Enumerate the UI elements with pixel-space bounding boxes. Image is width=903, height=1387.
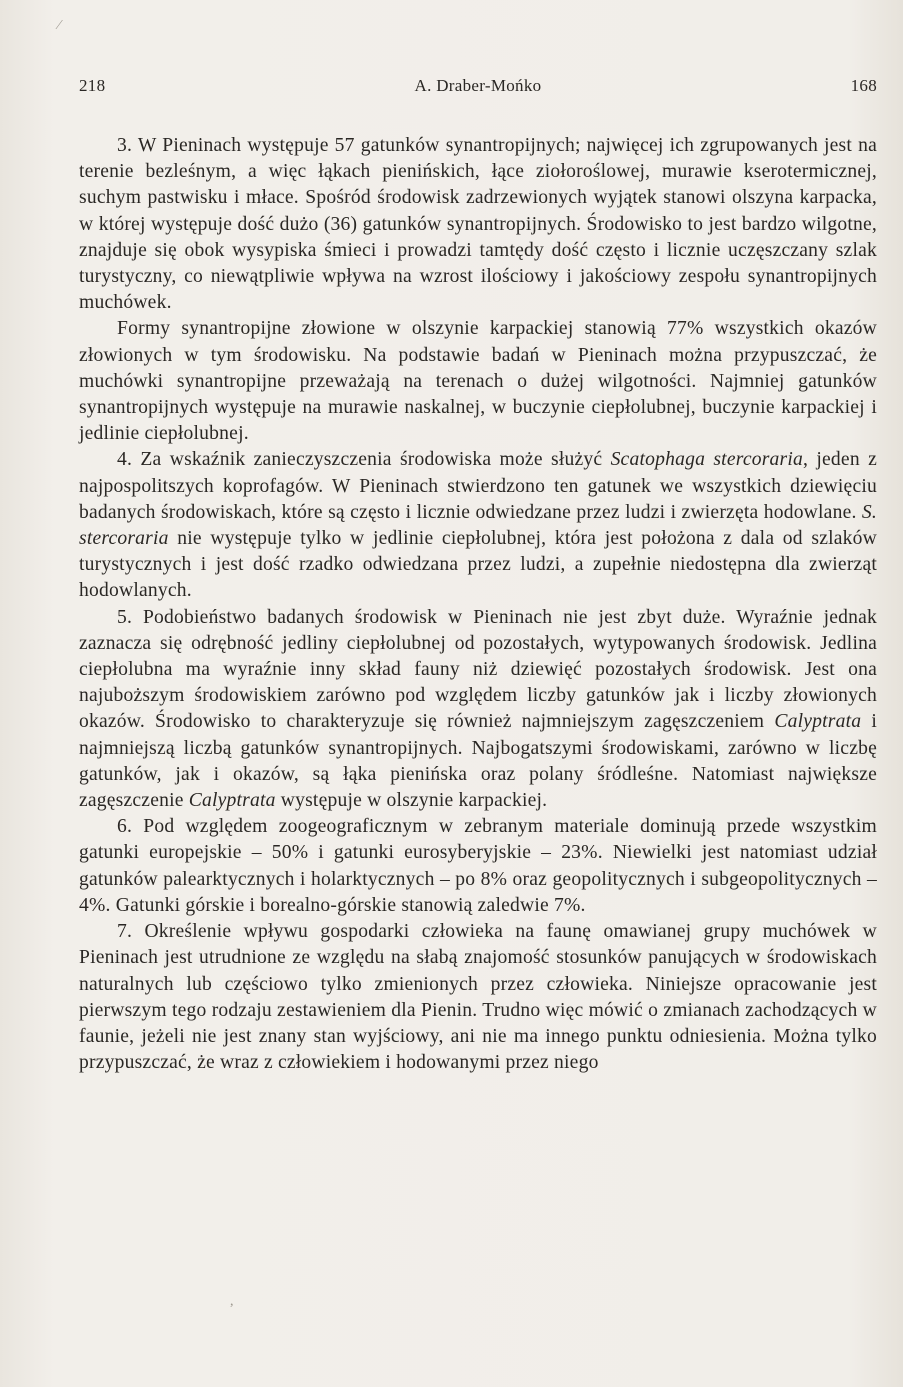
running-author: A. Draber-Mońko [414,76,542,95]
text-run: 6. Pod względem zoogeograficznym w zebranym materiale dominują przede wszystkim gatunki europejskie – 50% i gatunki eurosyberyjskie – 23%. Niewielki jest natomiast udział gatunków palearktycznych i holarktycznych – po 8% oraz geopolitycznych i subgeopolitycznych – 4%. Gatunki górskie i borealno-górskie stanowią zaledwie 7%. [79,816,877,916]
text-run: 4. Za wskaźnik zanieczyszczenia środowiska może służyć [117,449,611,471]
paragraph-p7 [79,919,877,1076]
body-text [79,133,877,1076]
species-name: Calyptrata [188,790,276,812]
text-run: 5. Podobieństwo badanych środowisk w Pieninach nie jest zbyt duże. Wyraźnie jednak zaznacza się odrębność jedliny ciepłolubnej od pozostałych, wytypowanych środowisk. Jedlina ciepłolubna ma wyraźnie inny skład fauny niż dziewięć pozostałych środowisk. Jest ona najuboższym środowiskiem zarówno pod względem liczby gatunków jak i liczby złowionych okazów. Środowisko to charakteryzuje się również najmniejszym zagęszczeniem [79,606,877,733]
scan-mark: , [230,1294,234,1309]
paragraph-p6 [79,814,877,919]
text-run: , jeden z najpospolitszych koprofagów. W Pieninach stwierdzono ten gatunek we wszystkich dziewięciu badanych środowiskach, które są często i licznie odwiedzane przez ludzi i zwierzęta hodowlane. [79,449,878,523]
text-run: nie występuje tylko w jedlinie ciepłolubnej, która jest położona z dala od szlaków turystycznych i jest dość rzadko odwiedzana przez ludzi, a zupełnie niedostępna dla zwierząt hodowlanych. [79,528,877,602]
running-header [79,76,877,100]
species-name: Calyptrata [774,711,862,733]
species-name: Scatophaga stercoraria [610,449,804,471]
paragraph-p3b [79,316,877,447]
paragraph-p4 [79,447,877,604]
paragraph-p3 [79,133,877,316]
text-run: Formy synantropijne złowione w olszynie karpackiej stanowią 77% wszystkich okazów złowionych w tym środowisku. Na podstawie badań w Pieninach można przypuszczać, że muchówki synantropijne przeważają na terenach o dużej wilgotności. Najmniej gatunków synantropijnych występuje na murawie naskalnej, w buczynie ciepłolubnej, buczynie karpackiej i jedlinie ciepłolubnej. [79,318,877,445]
text-run: i najmniejszą liczbą gatunków synantropijnych. Najbogatszymi środowiskami, zarówno w liczbę gatunków, jak i okazów, są łąka pienińska oraz polany śródleśne. Natomiast największe zagęszczenie [79,711,877,812]
text-run: 3. W Pieninach występuje 57 gatunków synantropijnych; najwięcej ich zgrupowanych jest na terenie bezleśnym, a więc łąkach pienińskich, łące ziołoroślowej, murawie kserotermicznej, suchym pastwisku i młace. Spośród środowisk zadrzewionych wyjątek stanowi olszyna karpacka, w której występuje dość dużo (36) gatunków synantropijnych. Środowisko to jest bardzo wilgotne, znajduje się obok wysypiska śmieci i prowadzi tamtędy dość często i licznie uczęszczany szlak turystyczny, co niewątpliwie wpływa na wzrost ilościowy i jakościowy zespołu synantropijnych muchówek. [79,135,877,314]
page-number-left: 218 [79,76,106,95]
species-name: S. stercoraria [79,501,877,550]
scan-mark: ⁄ [58,18,61,33]
text-run: 7. Określenie wpływu gospodarki człowieka na faunę omawianej grupy muchówek w Pieninach jest utrudnione ze względu na słabą znajomość stosunków panujących w środowiskach naturalnych lub częściowo tylko zmienionych przez człowieka. Niniejsze opracowanie jest pierwszym tego rodzaju zestawieniem dla Pienin. Trudno więc mówić o zmianach zachodzących w faunie, jeżeli nie jest znany stan wyjściowy, ani nie ma innego punktu odniesienia. Można tylko przypuszczać, że wraz z człowiekiem i hodowanymi przez niego [79,921,877,1074]
text-run: występuje w olszynie karpackiej. [275,790,548,812]
paragraph-p5 [79,605,877,815]
page-number-right: 168 [850,76,877,95]
